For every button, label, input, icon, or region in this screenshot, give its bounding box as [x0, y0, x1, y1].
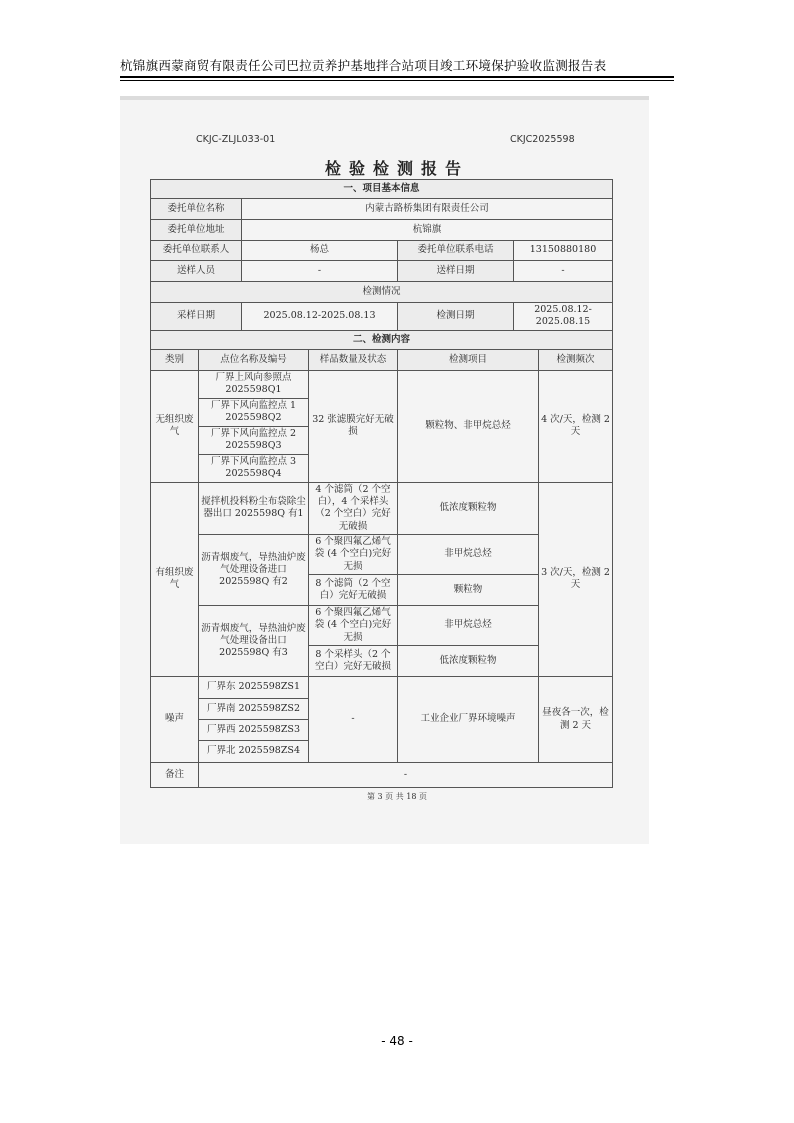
- header-rule: [120, 76, 674, 78]
- contact: 杨总: [242, 241, 398, 261]
- basic-info-section-title: 一、项目基本信息: [151, 180, 613, 199]
- col-header-sample: 样品数量及状态: [309, 349, 398, 370]
- phone-label: 委托单位联系电话: [398, 241, 514, 261]
- contact-label: 委托单位联系人: [151, 241, 242, 261]
- point-q4: 厂界下风向监控点 3 2025598Q4: [199, 454, 309, 482]
- point-organized-2: 沥青烟废气，导热油炉废气处理设备进口 2025598Q 有2: [199, 535, 309, 606]
- point-organized-1: 搅拌机投料粉尘布袋除尘器出口 2025598Q 有1: [199, 482, 309, 534]
- detection-status-title: 检测情况: [151, 282, 613, 303]
- report-code: CKJC2025598: [510, 134, 575, 145]
- col-header-item: 检测项目: [398, 349, 539, 370]
- item-organized-1: 低浓度颗粒物: [398, 482, 539, 534]
- point-zs2: 厂界南 2025598ZS2: [199, 699, 309, 720]
- category-organized: 有组织废气: [151, 482, 199, 676]
- frequency-unorganized: 4 次/天，检测 2 天: [539, 370, 613, 482]
- page-number: - 48 -: [381, 1034, 413, 1048]
- page-header: 杭锦旗西蒙商贸有限责任公司巴拉贡养护基地拌合站项目竣工环境保护验收监测报告表: [120, 58, 607, 73]
- scan-page-footer: 第 3 页 共 18 页: [367, 792, 427, 801]
- category-unorganized: 无组织废气: [151, 370, 199, 482]
- send-date: -: [514, 261, 613, 282]
- sample-organized-1: 4 个滤筒（2 个空白），4 个采样头（2 个空白）完好无破损: [309, 482, 398, 534]
- sample-organized-3a: 6 个聚四氟乙烯气袋 (4 个空白)完好无损: [309, 606, 398, 646]
- point-organized-3: 沥青烟废气，导热油炉废气处理设备出口 2025598Q 有3: [199, 606, 309, 677]
- item-noise: 工业企业厂界环境噪声: [398, 677, 539, 763]
- item-organized-2b: 颗粒物: [398, 575, 539, 606]
- point-zs1: 厂界东 2025598ZS1: [199, 677, 309, 699]
- sender-label: 送样人员: [151, 261, 242, 282]
- point-q2: 厂界下风向监控点 1 2025598Q2: [199, 398, 309, 426]
- client-name-label: 委托单位名称: [151, 199, 242, 220]
- scan-edge: [120, 96, 649, 100]
- detection-date: 2025.08.12-2025.08.15: [514, 303, 613, 331]
- frequency-noise: 昼夜各一次，检测 2 天: [539, 677, 613, 763]
- client-address: 杭锦旗: [242, 220, 613, 241]
- sampling-date-label: 采样日期: [151, 303, 242, 331]
- sender: -: [242, 261, 398, 282]
- col-header-category: 类别: [151, 349, 199, 370]
- col-header-point: 点位名称及编号: [199, 349, 309, 370]
- point-zs4: 厂界北 2025598ZS4: [199, 741, 309, 763]
- sample-unorganized: 32 张滤膜完好无破损: [309, 370, 398, 482]
- header-rule-thin: [120, 80, 674, 81]
- send-date-label: 送样日期: [398, 261, 514, 282]
- col-header-frequency: 检测频次: [539, 349, 613, 370]
- form-code: CKJC-ZLJL033-01: [196, 134, 276, 145]
- remarks: -: [199, 763, 613, 788]
- content-section-title: 二、检测内容: [151, 330, 613, 349]
- item-organized-2a: 非甲烷总烃: [398, 535, 539, 575]
- report-table: [150, 179, 613, 788]
- sample-organized-3b: 8 个采样头（2 个空白）完好无破损: [309, 646, 398, 677]
- point-zs3: 厂界西 2025598ZS3: [199, 720, 309, 741]
- sampling-date: 2025.08.12-2025.08.13: [242, 303, 398, 331]
- remarks-label: 备注: [151, 763, 199, 788]
- item-organized-3a: 非甲烷总烃: [398, 606, 539, 646]
- item-organized-3b: 低浓度颗粒物: [398, 646, 539, 677]
- sample-organized-2b: 8 个滤筒（2 个空白）完好无破损: [309, 575, 398, 606]
- frequency-organized: 3 次/天，检测 2 天: [539, 482, 613, 676]
- point-q1: 厂界上风向参照点 2025598Q1: [199, 370, 309, 398]
- sample-organized-2a: 6 个聚四氟乙烯气袋 (4 个空白)完好无损: [309, 535, 398, 575]
- detection-date-label: 检测日期: [398, 303, 514, 331]
- category-noise: 噪声: [151, 677, 199, 763]
- client-name: 内蒙古路桥集团有限责任公司: [242, 199, 613, 220]
- item-unorganized: 颗粒物、非甲烷总烃: [398, 370, 539, 482]
- sample-noise: -: [309, 677, 398, 763]
- phone: 13150880180: [514, 241, 613, 261]
- point-q3: 厂界下风向监控点 2 2025598Q3: [199, 426, 309, 454]
- client-address-label: 委托单位地址: [151, 220, 242, 241]
- report-title: 检验检测报告: [324, 159, 469, 178]
